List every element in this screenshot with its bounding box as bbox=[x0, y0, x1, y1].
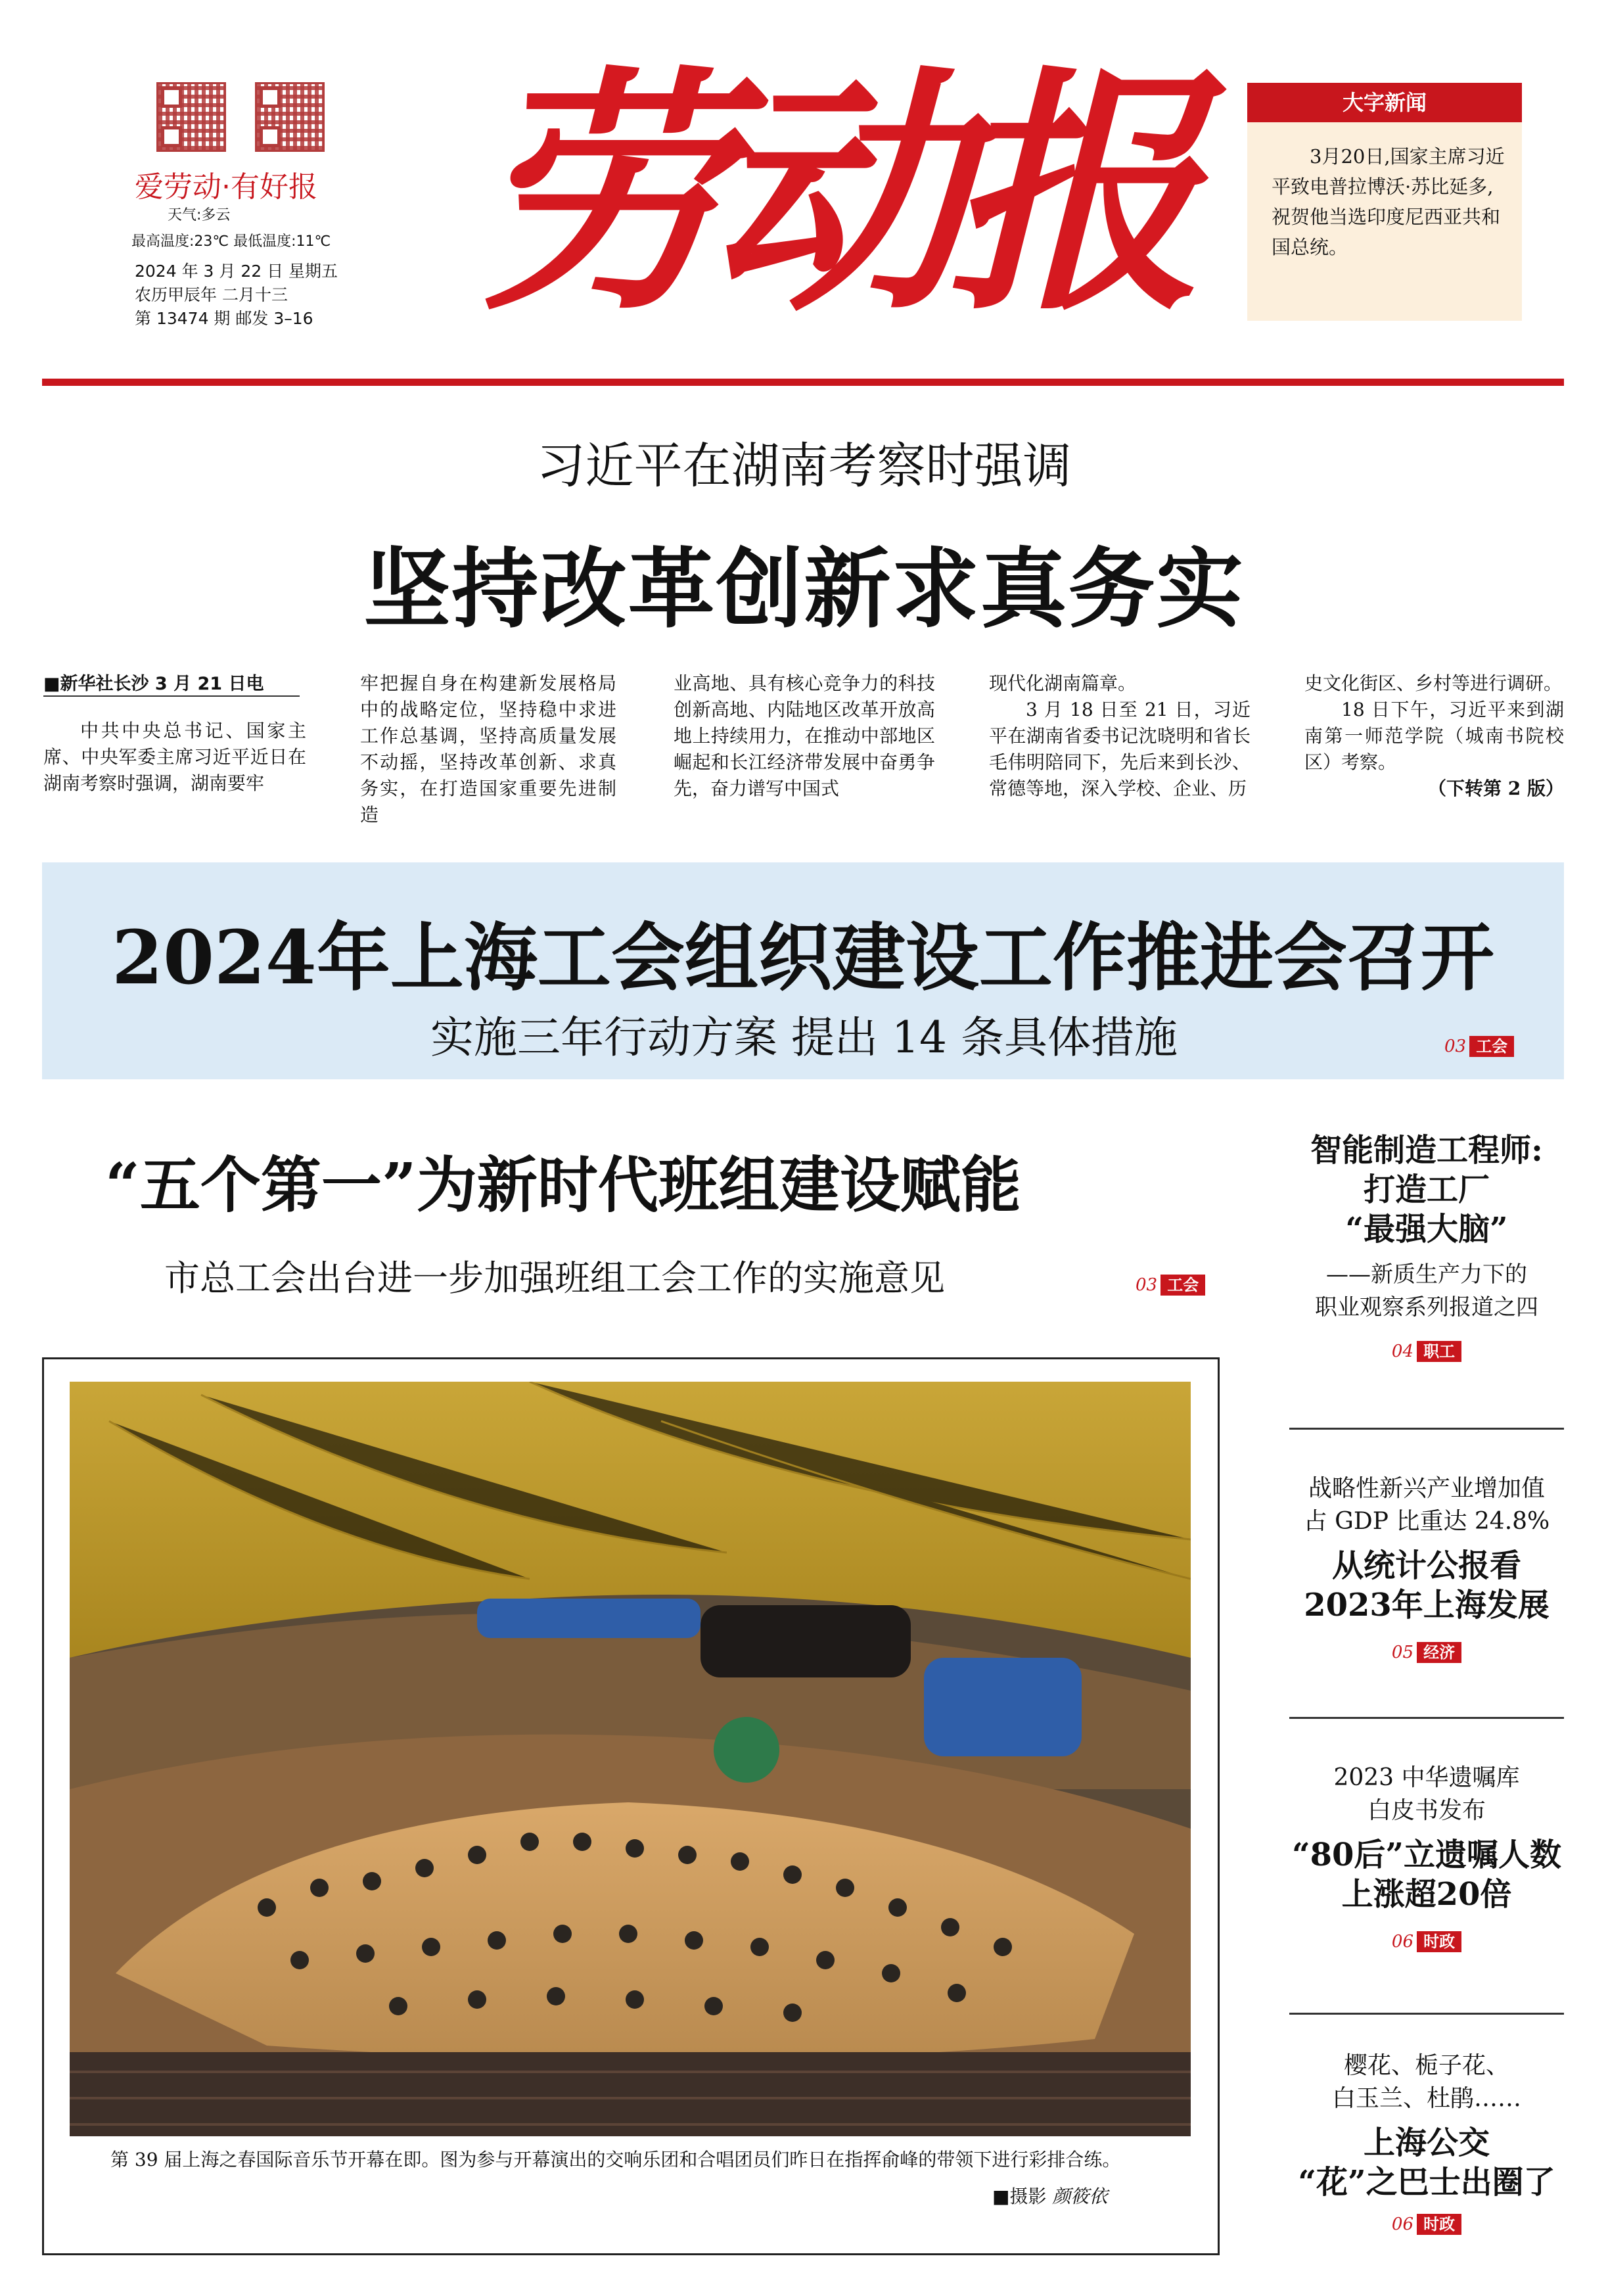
story2-headline[interactable]: “五个第一”为新时代班组建设赋能 bbox=[105, 1150, 1021, 1221]
big-news-label: 大字新闻 bbox=[1247, 83, 1522, 122]
qr-code-left[interactable] bbox=[156, 82, 226, 152]
rail-title: 智能制造工程师: bbox=[1310, 1132, 1543, 1169]
article-column-4 bbox=[989, 670, 1251, 802]
section-tag: 经济 bbox=[1417, 1642, 1461, 1663]
article-column-5 bbox=[1304, 670, 1564, 802]
rail-page-ref bbox=[1289, 2211, 1564, 2234]
concert-hall-illustration bbox=[70, 1382, 1191, 2136]
page-number: 06 bbox=[1391, 1932, 1413, 1952]
credit-label: ■摄影 bbox=[992, 2186, 1047, 2207]
photo-caption: 第 39 届上海之春国际音乐节开幕在即。图为参与开幕演出的交响乐团和合唱团员们昨日在指挥俞峰的带领下进行彩排合练。 bbox=[110, 2149, 1121, 2170]
issue-date: 2024 年 3 月 22 日 星期五 bbox=[135, 262, 338, 281]
rail-divider bbox=[1289, 1428, 1564, 1430]
page-number: 03 bbox=[1136, 1275, 1158, 1295]
article-column-2: 牢把握自身在构建新发展格局中的战略定位，坚持稳中求进工作总基调，坚持高质量发展不动摇，坚持改革创新、求真务实，在打造国家重要先进制造 bbox=[360, 672, 616, 826]
rail-pretitle: 2023 中华遗嘱库 bbox=[1333, 1764, 1520, 1791]
rail-page-ref bbox=[1289, 1338, 1564, 1361]
section-tag: 时政 bbox=[1417, 1931, 1461, 1952]
section-tag: 时政 bbox=[1417, 2214, 1461, 2235]
rail-subtitle: ——新质生产力下的 bbox=[1326, 1261, 1527, 1288]
photo-credit bbox=[992, 2182, 1107, 2209]
banner-subheadline: 实施三年行动方案 提出 14 条具体措施 bbox=[430, 1012, 1178, 1063]
rail-subtitle: 职业观察系列报道之四 bbox=[1315, 1294, 1538, 1321]
page-number: 06 bbox=[1391, 2214, 1413, 2234]
lead-headline[interactable]: 坚持改革创新求真务实 bbox=[363, 538, 1245, 640]
photographer: 颜筱依 bbox=[1052, 2186, 1108, 2207]
dateline: ■ 新华社长沙 3 月 21 日电 bbox=[43, 669, 300, 697]
rail-pretitle: 战略性新兴产业增加值 bbox=[1308, 1475, 1545, 1502]
rail-pretitle: 白玉兰、杜鹃…… bbox=[1331, 2085, 1521, 2112]
article-column-1: 中共中央总书记、国家主席、中央军委主席习近平近日在湖南考察时强调，湖南要牢 bbox=[43, 720, 306, 794]
lead-kicker: 习近平在湖南考察时强调 bbox=[536, 438, 1072, 494]
continued-note[interactable]: （下转第 2 版） bbox=[1428, 778, 1564, 799]
section-tag: 职工 bbox=[1417, 1341, 1461, 1362]
rail-item-1[interactable] bbox=[1289, 1131, 1564, 1361]
banner-headline[interactable]: 2024年上海工会组织建设工作推进会召开 bbox=[112, 915, 1494, 1001]
paragraph: 3 月 18 日至 21 日，习近平在湖南省委书记沈晓明和省长毛伟明陪同下，先后来到长沙、常德等地，深入学校、企业、历 bbox=[989, 699, 1251, 799]
rail-title: “最强大脑” bbox=[1345, 1211, 1508, 1248]
rail-pretitle: 白皮书发布 bbox=[1367, 1797, 1486, 1824]
rail-title: “花”之巴士出圈了 bbox=[1298, 2164, 1555, 2201]
temperatures: 最高温度:23℃ 最低温度:11℃ bbox=[131, 233, 331, 250]
rail-title: 打造工厂 bbox=[1363, 1171, 1490, 1208]
rail-item-3[interactable] bbox=[1289, 1762, 1564, 1952]
rail-title: 2023年上海发展 bbox=[1304, 1587, 1550, 1624]
big-news-text: 3月20日,国家主席习近平致电普拉博沃·苏比延多,祝贺他当选印度尼西亚共和国总统。 bbox=[1272, 145, 1505, 258]
rail-title: 上海公交 bbox=[1363, 2124, 1490, 2161]
paragraph: 18 日下午，习近平来到湖南第一师范学院（城南书院校区）考察。 bbox=[1304, 699, 1564, 773]
lunar-date: 农历甲辰年 二月十三 bbox=[135, 285, 288, 304]
issue-info bbox=[135, 260, 338, 331]
masthead-rule bbox=[42, 379, 1564, 386]
qr-code-right[interactable] bbox=[255, 82, 325, 152]
weather: 天气:多云 bbox=[168, 207, 231, 223]
article-column-3: 业高地、具有核心竞争力的科技创新高地、内陆地区改革开放高地上持续用力，在推动中部地区崛起和长江经济带发展中奋勇争先，奋力谱写中国式 bbox=[674, 672, 935, 799]
page-number: 03 bbox=[1444, 1037, 1467, 1056]
rail-divider bbox=[1289, 2013, 1564, 2015]
newspaper-logo: 劳动报 bbox=[473, 43, 1183, 344]
rail-divider bbox=[1289, 1717, 1564, 1719]
page-number: 04 bbox=[1391, 1342, 1413, 1361]
rail-pretitle: 占 GDP 比重达 24.8% bbox=[1303, 1508, 1550, 1535]
rail-title: 上涨超20倍 bbox=[1341, 1876, 1512, 1913]
rail-page-ref bbox=[1289, 1639, 1564, 1662]
rail-item-4[interactable] bbox=[1289, 2050, 1564, 2234]
section-tag: 工会 bbox=[1160, 1275, 1205, 1296]
page-number: 05 bbox=[1391, 1643, 1413, 1662]
rail-item-2[interactable] bbox=[1289, 1472, 1564, 1662]
rail-pretitle: 樱花、栀子花、 bbox=[1343, 2052, 1509, 2079]
concert-hall-photo[interactable] bbox=[70, 1382, 1191, 2136]
banner-page-ref[interactable] bbox=[1444, 1033, 1514, 1056]
story2-subheadline: 市总工会出台进一步加强班组工会工作的实施意见 bbox=[164, 1257, 945, 1299]
rail-title: 从统计公报看 bbox=[1331, 1547, 1521, 1584]
story2-page-ref[interactable] bbox=[1136, 1272, 1205, 1295]
paragraph: 现代化湖南篇章。 bbox=[989, 672, 1137, 694]
rail-title: “80后”立遗嘱人数 bbox=[1291, 1837, 1562, 1873]
slogan: 爱劳动·有好报 bbox=[135, 170, 317, 204]
rail-page-ref bbox=[1289, 1929, 1564, 1952]
section-tag: 工会 bbox=[1469, 1036, 1514, 1057]
issue-number: 第 13474 期 邮发 3–16 bbox=[135, 309, 313, 328]
paragraph: 史文化街区、乡村等进行调研。 bbox=[1304, 672, 1563, 694]
